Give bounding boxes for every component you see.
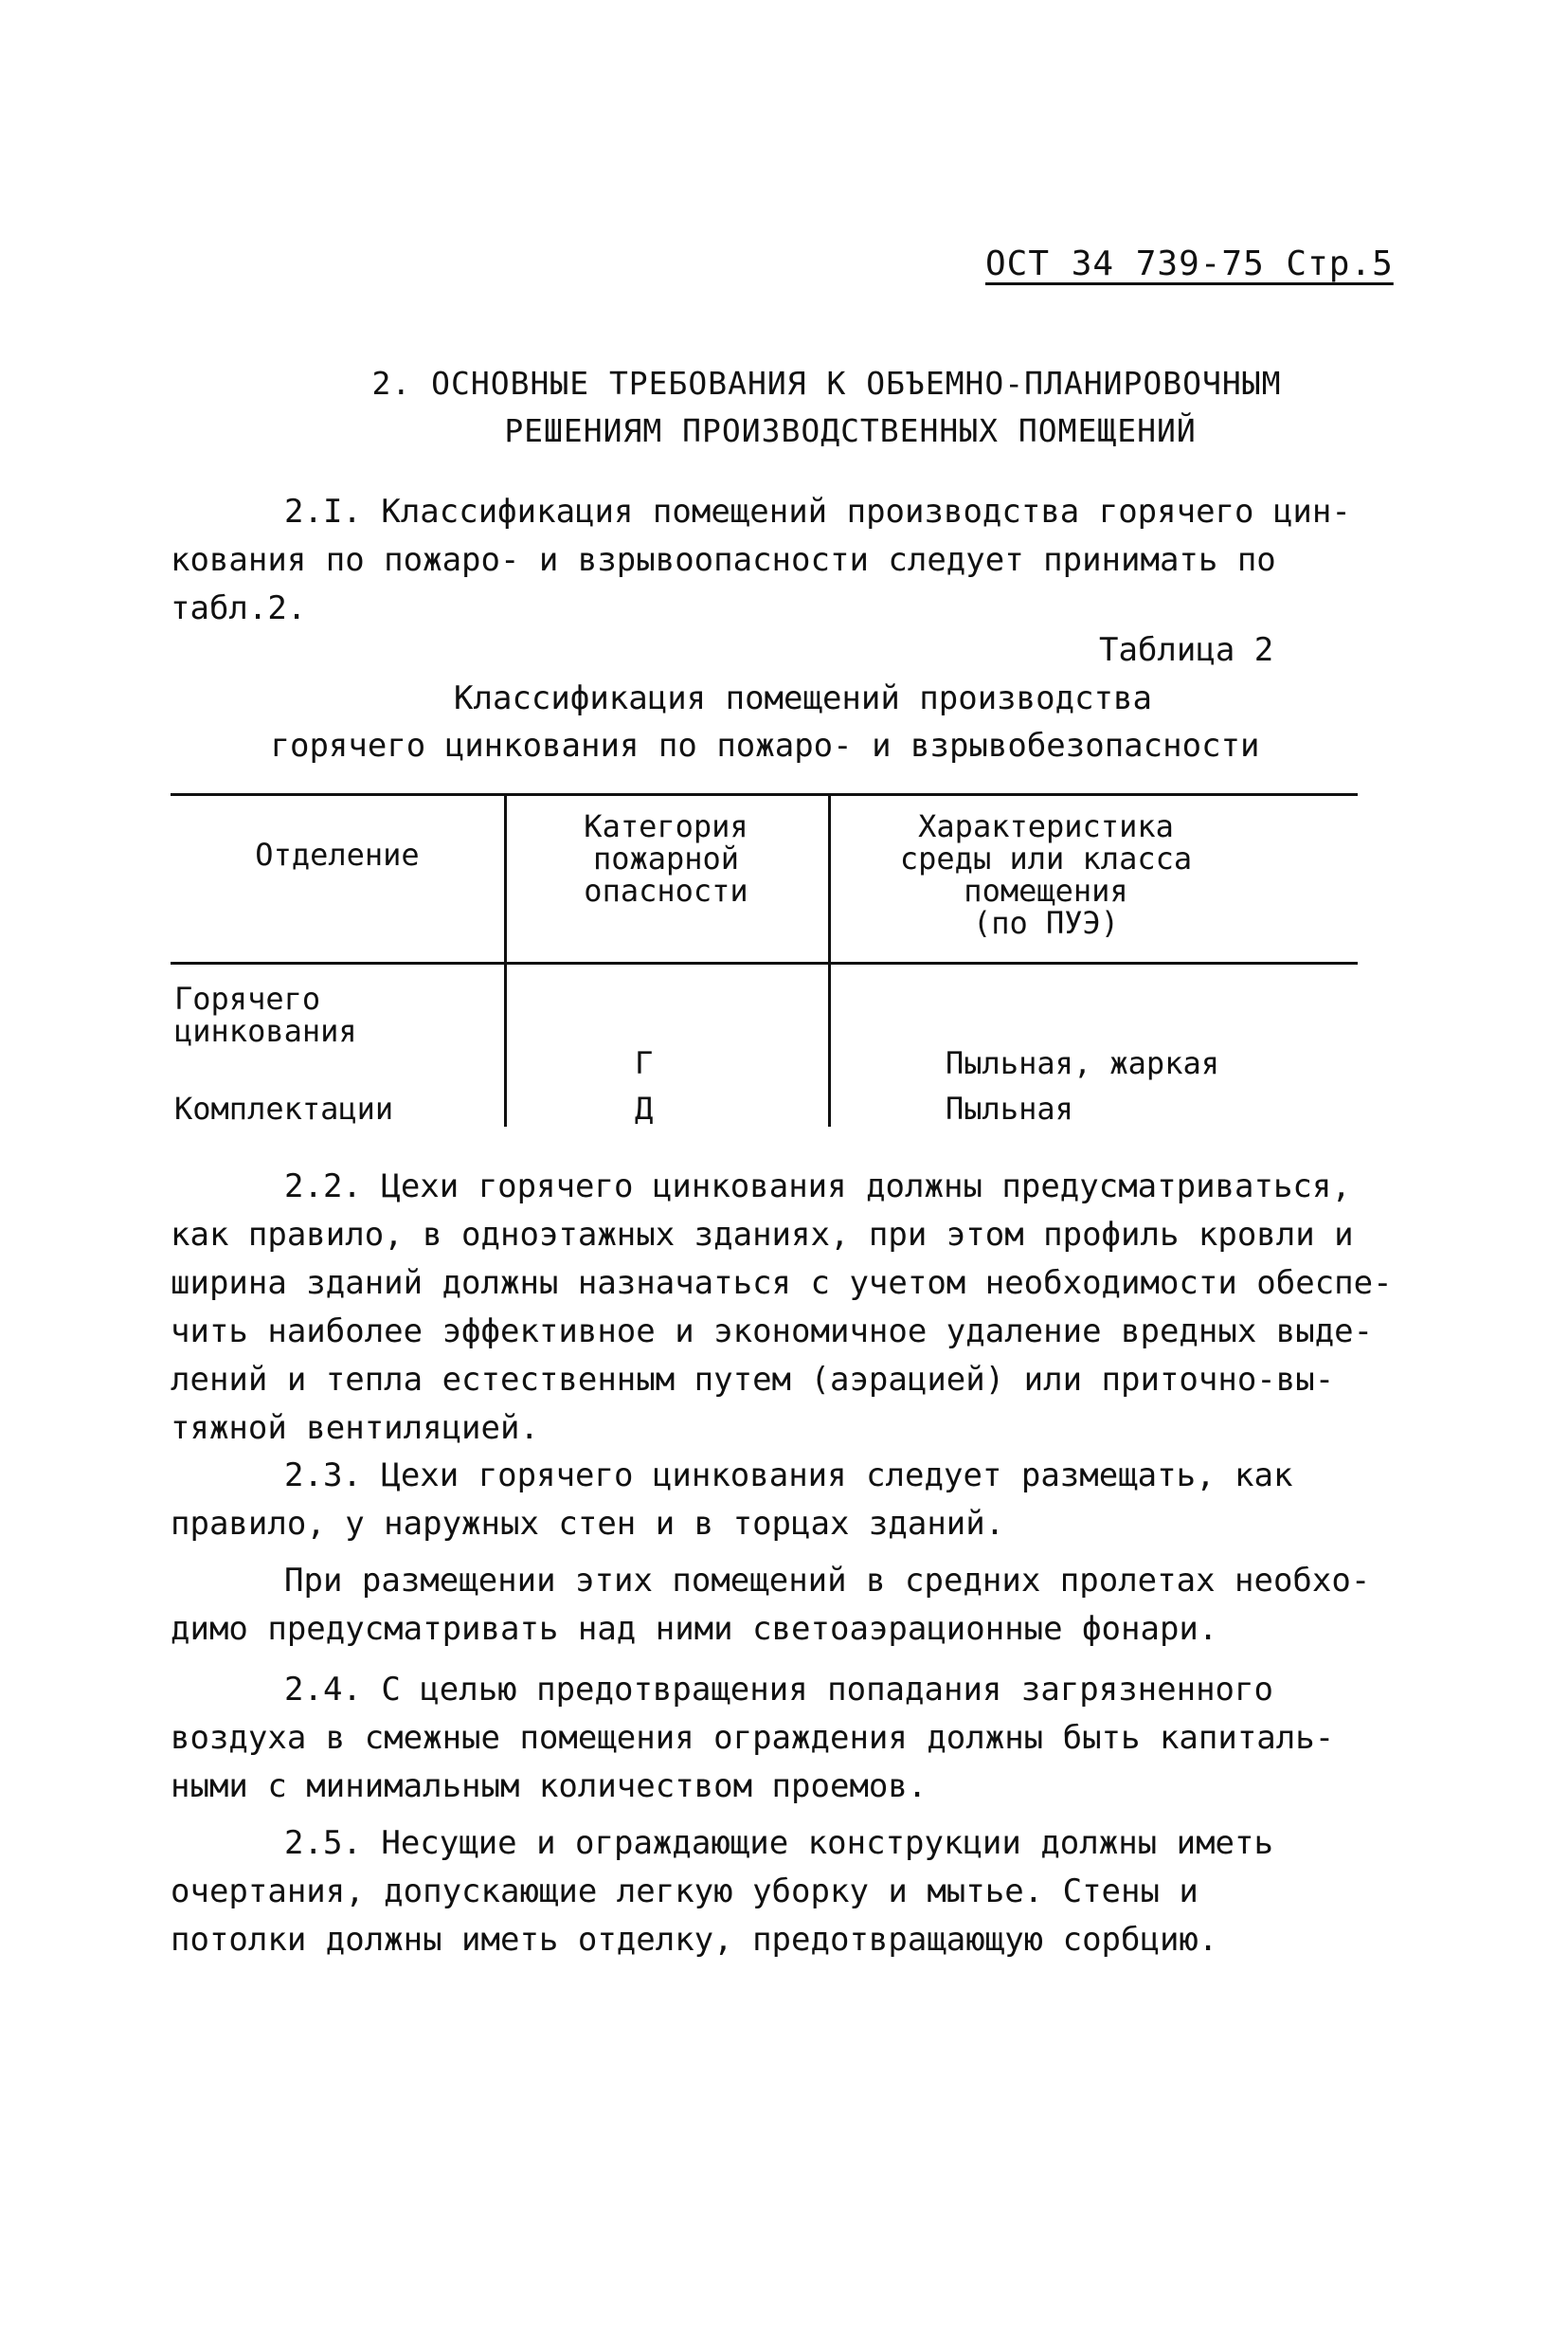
table-row-category: Д xyxy=(635,1091,654,1127)
table-row-characteristic: Пыльная xyxy=(946,1091,1073,1127)
paragraph-line: 2.3. Цехи горячего цинкования следует размещать, как xyxy=(284,1456,1293,1494)
table-row-department xyxy=(174,983,357,1047)
paragraph-line: правило, у наружных стен и в торцах зданий. xyxy=(171,1505,1005,1543)
table-row-characteristic: Пыльная, жаркая xyxy=(946,1045,1219,1081)
header-text: помещения xyxy=(964,873,1128,909)
paragraph-2-2 xyxy=(171,1163,1402,1453)
section-title-line2: РЕШЕНИЯМ ПРОИЗВОДСТВЕННЫХ ПОМЕЩЕНИЙ xyxy=(504,412,1197,449)
header-text: пожарной xyxy=(592,841,740,877)
document-reference: ОСТ 34 739-75 Стр.5 xyxy=(985,244,1394,283)
table-top-rule xyxy=(171,793,1358,796)
section-title-line1: 2. ОСНОВНЫЕ ТРЕБОВАНИЯ К ОБЪЕМНО-ПЛАНИРОВОЧНЫМ xyxy=(371,365,1282,402)
paragraph-2-3 xyxy=(171,1452,1402,1548)
paragraph-line: тяжной вентиляцией. xyxy=(171,1409,539,1447)
paragraph-line: лений и тепла естественным путем (аэрацией) или приточно-вы- xyxy=(171,1361,1335,1399)
table-header-department: Отделение xyxy=(255,837,420,873)
paragraph-line: чить наиболее эффективное и экономичное удаление вредных выде- xyxy=(171,1312,1374,1350)
paragraph-line: кования по пожаро- и взрывоопасности следует принимать по xyxy=(171,541,1276,579)
paragraph-line: как правило, в одноэтажных зданиях, при этом профиль кровли и xyxy=(171,1216,1354,1254)
table-label: Таблица 2 xyxy=(1099,631,1274,669)
table-header-characteristic xyxy=(828,810,1264,939)
paragraph-2-1 xyxy=(171,488,1402,633)
paragraph-line: потолки должны иметь отделку, предотвращающую сорбцию. xyxy=(171,1921,1218,1959)
table-caption-line1: Классификация помещений производства xyxy=(454,679,1152,717)
paragraph-line: очертания, допускающие легкую уборку и мытье. Стены и xyxy=(171,1872,1199,1910)
paragraph-line: 2.5. Несущие и ограждающие конструкции должны иметь xyxy=(284,1824,1273,1862)
table-header-rule xyxy=(171,962,1358,965)
paragraph-line: табл.2. xyxy=(171,589,307,627)
paragraph-line: 2.I. Классификация помещений производства горячего цин- xyxy=(284,493,1351,531)
paragraph-2-4 xyxy=(171,1666,1402,1811)
cell-text: Горячего xyxy=(174,981,321,1017)
paragraph-line: димо предусматривать над ними светоаэрационные фонари. xyxy=(171,1610,1218,1648)
header-text: среды или класса xyxy=(899,841,1193,877)
paragraph-line: 2.4. С целью предотвращения попадания загрязненного xyxy=(284,1671,1273,1709)
paragraph-2-3-continued xyxy=(171,1557,1402,1654)
table-caption-line2: горячего цинкования по пожаро- и взрывобезопасности xyxy=(270,727,1260,765)
paragraph-line: ширина зданий должны назначаться с учетом необходимости обеспе- xyxy=(171,1264,1393,1302)
paragraph-line: При размещении этих помещений в средних пролетах необхо- xyxy=(284,1562,1371,1600)
table-header-category xyxy=(504,810,828,907)
cell-text: цинкования xyxy=(174,1013,357,1049)
paragraph-line: ными с минимальным количеством проемов. xyxy=(171,1767,928,1805)
table-row-category: Г xyxy=(635,1045,654,1081)
paragraph-2-5 xyxy=(171,1819,1402,1964)
header-text: Характеристика xyxy=(918,808,1174,844)
header-text: опасности xyxy=(584,873,748,909)
paragraph-line: воздуха в смежные помещения ограждения должны быть капиталь- xyxy=(171,1719,1335,1757)
classification-table xyxy=(171,793,1358,1127)
header-text: Категория xyxy=(584,808,748,844)
paragraph-line: 2.2. Цехи горячего цинкования должны предусматриваться, xyxy=(284,1167,1351,1205)
table-row-department: Комплектации xyxy=(174,1091,394,1127)
header-text: (по ПУЭ) xyxy=(972,905,1120,941)
